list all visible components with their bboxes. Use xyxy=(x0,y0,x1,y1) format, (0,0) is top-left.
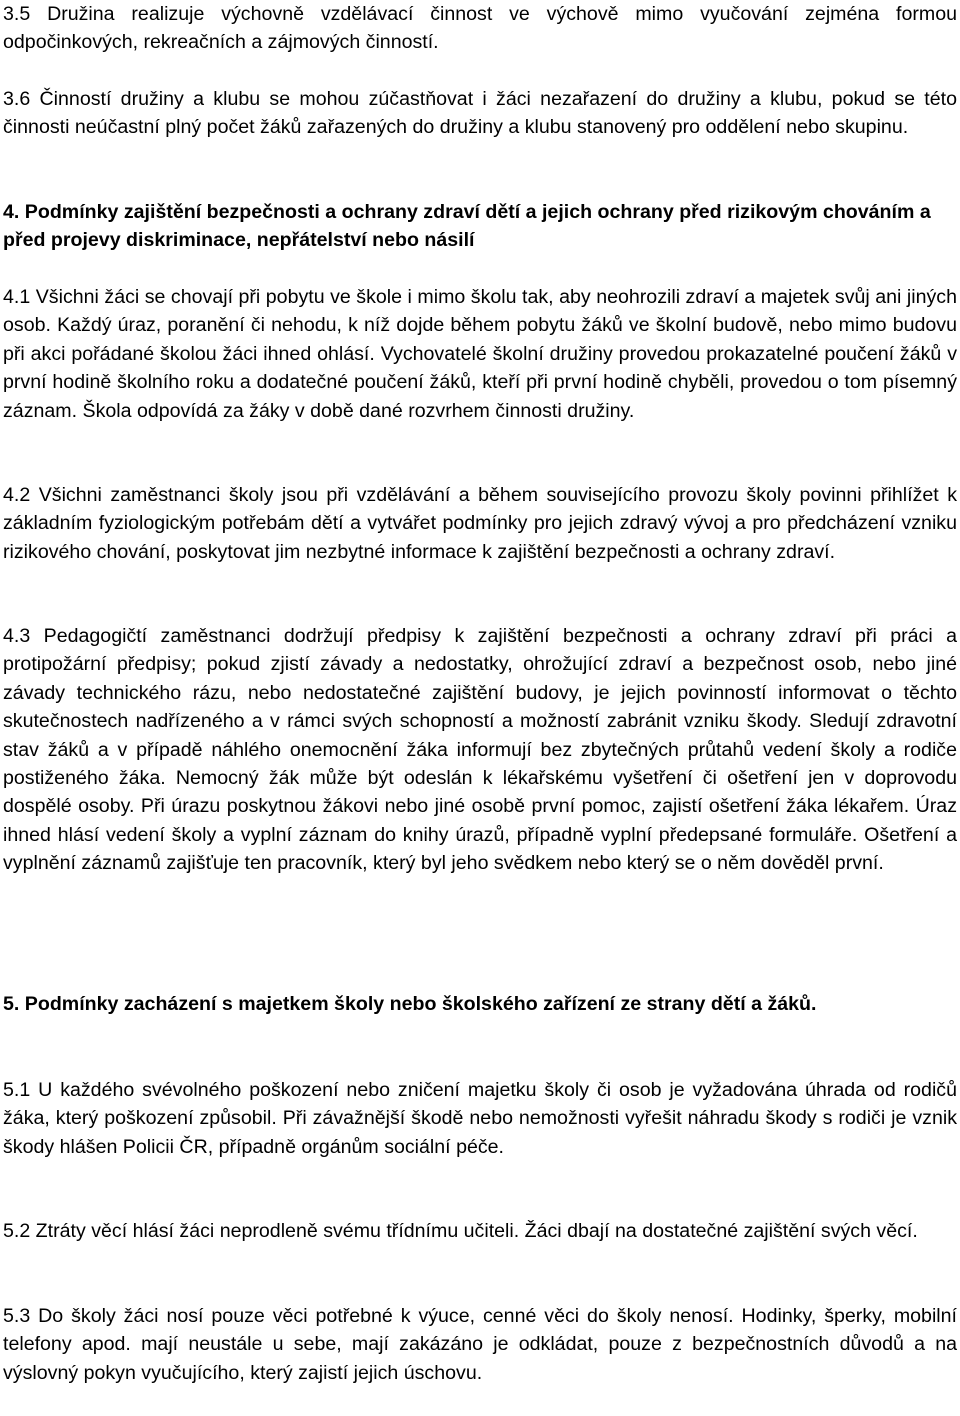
section-heading-4: 4. Podmínky zajištění bezpečnosti a ochrany zdraví dětí a jejich ochrany před rizikovým chováním a před projevy diskriminace, nepřátelství nebo násilí xyxy=(3,201,931,252)
paragraph-5-2: 5.2 Ztráty věcí hlásí žáci neprodleně svému třídnímu učiteli. Žáci dbají na dostatečné zajištění svých věcí. xyxy=(3,1220,918,1242)
paragraph-3-5: 3.5 Družina realizuje výchovně vzdělávací činnost ve výchově mimo vyučování zejména formou odpočinkových, rekreačních a zájmových činností. xyxy=(3,3,957,54)
paragraph-5-1: 5.1 U každého svévolného poškození nebo zničení majetku školy či osob je vyžadována úhrada od rodičů žáka, který poškození způsobil. Při závažnější škodě nebo nemožnosti vyřešit náhradu škody s rodiči je vznik škody hlášen Policii ČR, případně orgánům sociální péče. xyxy=(3,1079,957,1158)
paragraph-4-1: 4.1 Všichni žáci se chovají při pobytu ve škole i mimo školu tak, aby neohrozili zdraví a majetek svůj ani jiných osob. Každý úraz, poranění či nehodu, k níž dojde během pobytu žáků ve školní budově, nebo mimo budovu při akci pořádané školou žáci ihned ohlásí. Vychovatelé školní družiny provedou prokazatelné poučení žáků v první hodině školního roku a dodatečné poučení žáků, kteří při první hodině chyběli, provedou o tom písemný záznam. Škola odpovídá za žáky v době dané rozvrhem činnosti družiny. xyxy=(3,286,957,422)
paragraph-3-6: 3.6 Činností družiny a klubu se mohou zúčastňovat i žáci nezařazení do družiny a klubu, pokud se této činnosti neúčastní plný počet žáků zařazených do družiny a klubu stanovený pro oddělení nebo skupinu. xyxy=(3,88,957,139)
section-heading-5: 5. Podmínky zacházení s majetkem školy nebo školského zařízení ze strany dětí a žáků. xyxy=(3,993,817,1015)
paragraph-4-2: 4.2 Všichni zaměstnanci školy jsou při vzdělávání a během souvisejícího provozu školy povinni přihlížet k základním fyziologickým potřebám dětí a vytvářet podmínky pro jejich zdravý vývoj a pro předcházení vzniku rizikového chování, poskytovat jim nezbytné informace k zajištění bezpečnosti a ochrany zdraví. xyxy=(3,484,957,563)
paragraph-5-3: 5.3 Do školy žáci nosí pouze věci potřebné k výuce, cenné věci do školy nenosí. Hodinky, šperky, mobilní telefony apod. mají neustále u sebe, mají zakázáno je odkládat, pouze z bezpečnostních důvodů a na výslovný pokyn vyučujícího, který zajistí jejich úschovu. xyxy=(3,1305,957,1384)
paragraph-4-3: 4.3 Pedagogičtí zaměstnanci dodržují předpisy k zajištění bezpečnosti a ochrany zdraví při práci a protipožární předpisy; pokud zjistí závady a nedostatky, ohrožující zdraví a bezpečnost osob, nebo jiné závady technického rázu, nebo nedostatečné zajištění budovy, je jejich povinností informovat o těchto skutečnostech nadřízeného a v rámci svých schopností a možností zabránit vzniku škody. Sledují zdravotní stav žáků a v případě náhlého onemocnění žáka informují bez zbytečných průtahů vedení školy a rodiče postiženého žáka. Nemocný žák může být odeslán k lékařskému vyšetření či ošetření jen v doprovodu dospělé osoby. Při úrazu poskytnou žákovi nebo jiné osobě první pomoc, zajistí ošetření žáka lékařem. Úraz ihned hlásí vedení školy a vyplní záznam do knihy úrazů, případně vyplní předepsané formuláře. Ošetření a vyplnění záznamů zajišťuje ten pracovník, který byl jeho svědkem nebo který se o něm dověděl první. xyxy=(3,625,957,875)
